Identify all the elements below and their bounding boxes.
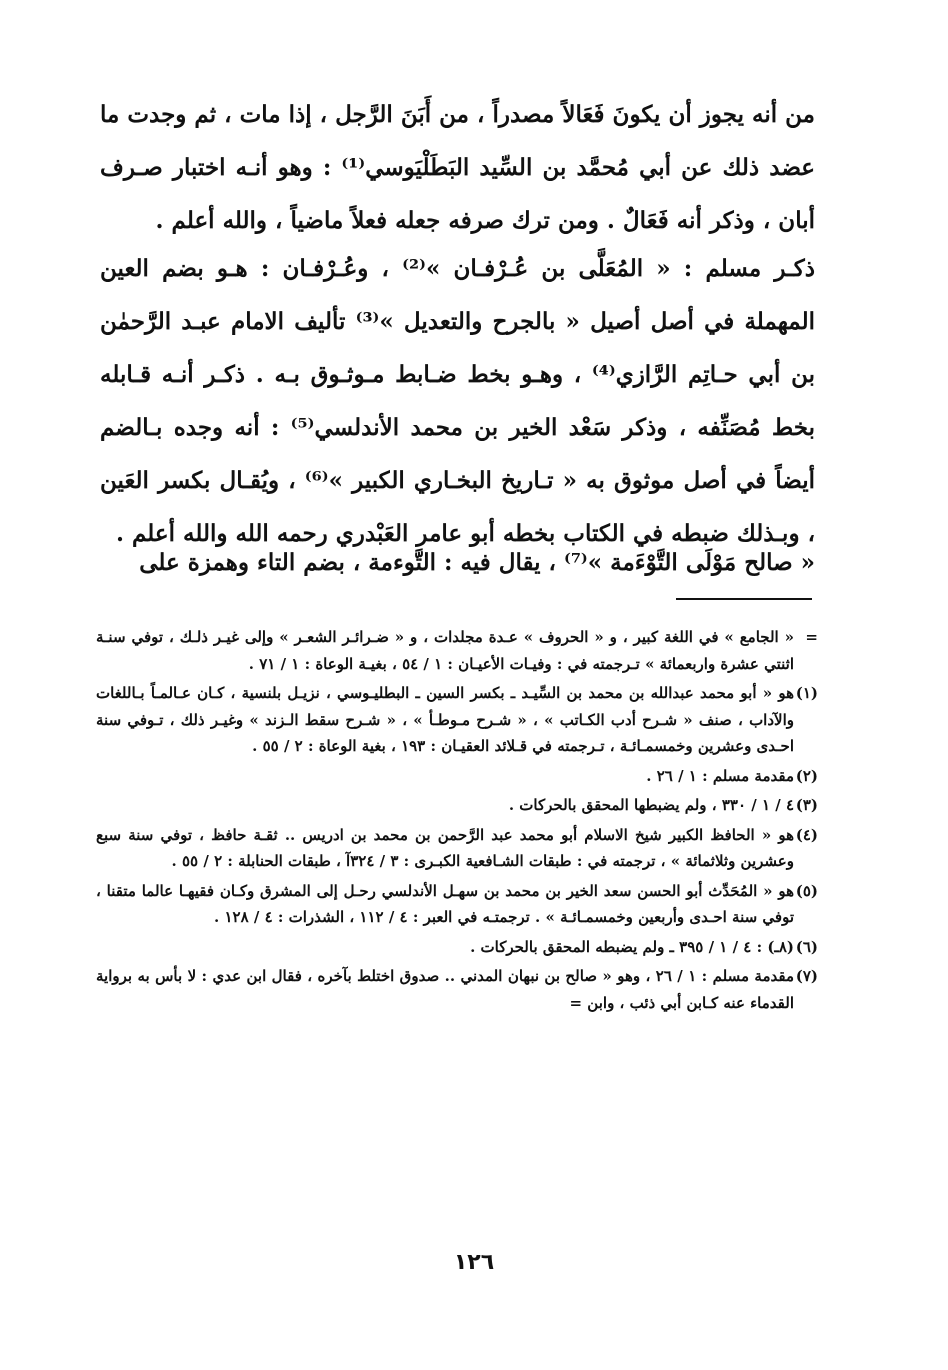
footnote [96,934,818,961]
footnote-number: (٤) [795,825,819,844]
footnote-text: هو « أبو محمد عبدالله بن محمد بن السِّيـد ـ بكسر السين ـ البطليـوسي ، نزيـل بلنسية ، كـان عـالمـاً بـاللغات والآداب ، صنف « شـرح أدب الكـاتب » ، « شـرح مـوطـأ » ، « شـرح سقط الـزند » وغيـر ذلك ، تـوفي سنة احـدى وعشرين وخمسمـائـة ، تـرجمته في قـلائد العقيـان : ١٩٣ ، بغية الوعاة : ٢ / ٥٥ . [96,684,794,755]
footnote [96,822,818,875]
footnotes [96,624,818,1019]
footnote-number: (٣) [795,796,818,814]
footnote [96,963,818,1016]
footnote-text: مقدمة مسلم : ١ / ٢٦ . [646,766,794,785]
footnote-text: (٨ـ) : ٤ / ١ / ٣٩٥ ـ ولم يضبطه المحقق بالحركات . [470,937,794,956]
footnote [96,878,818,931]
footnote [96,680,818,760]
footnote-number: (٢) [795,766,818,785]
footnote [96,792,818,819]
footnote-text: ٤ / ١ / ٣٣٠ ، ولم يضبطها المحقق بالحركات . [508,796,794,814]
footnote-text: « الجامع » في اللغة كبير ، و « الحروف » عـدة مجلدات ، و « ضـرائـر الشعـر » وإلى غيـر ذلـك ، توفي سنـة اثنتي عشرة واربعمائة » تـرجمته في : وفيـات الأعيـان : ١ / ٥٤ ، بغيـة الوعاة : ١ / ٧١ . [96,628,794,673]
footnote-number: = [805,628,818,646]
footnote [96,624,818,677]
footnote-number: (٧) [795,967,818,985]
footnote-number: (٦) [795,937,818,956]
main-paragraph: « صالح مَوْلَى التَّوْءَمة »⁽⁷⁾ ، يقال فيه : التَّوءمة ، بضم التاء وهمزة على [139,549,815,576]
footnote-number: (١) [795,684,818,702]
footnote-text: مقدمة مسلم : ١ / ٢٦ ، وهو « صالح بن نبهان المدني .. صدوق اختلط بآخره ، فقال ابن عدي : لا بأس به برواية القدماء عنه كـابن أبي ذئب ، وابن = [96,967,794,1012]
footnote-text: هو « المُحَدِّث أبو الحسن سعد الخير بن محمد بن سهـل الأندلسي رحـل إلى المشرق وكـان فقيهـا عالما متقنا ، توفي سنة احـدى وأربعين وخمسمـائـة » . ترجمتـه في العبر : ٤ / ١١٢ ، الشذرات : ٤ / ١٢٨ . [96,881,794,926]
footnote-separator [676,598,812,600]
footnote [96,763,818,790]
main-paragraph: من أنه يجوز أن يكونَ فَعَالاً مصدراً ، من أَبَنَ الرَّجل ، إذا مات ، ثم وجدت ما عضد ذلك عن أبي مُحمَّد بن السِّيد البَطَلْيَوسي⁽¹⁾ : وهو أنـه اختبار صـرف أبان ، وذكر أنه فَعَالٌ . ومن ترك صرفه جعله فعلاً ماضياً ، والله أعلم . [100,101,816,234]
footnote-number: (٥) [795,881,818,900]
footnote-text: هو « الحافظ الكبير شيخ الاسلام أبو محمد عبد الرَّحمن بن محمد بن ادريس .. ثقـة حافظ ، توفي سنة سبع وعشرين وثلاثمائة » ، ترجمته في : طبقات الشـافعية الكبـرى : ٣ / ٣٢٤آ ، طبقات الحنابلة : ٢ / ٥٥ . [96,825,795,870]
main-paragraph: ذكـر مسلم : « المُعَلَّى بن عُـرْفـان »⁽²⁾ ، وعُـرْفـان : هـو بضم العين المهملة في أصل أصيل « بالجرح والتعديل »⁽³⁾ تأليف الامام عبـد الرَّحمٰن بن أبي حـاتِم الرَّازي⁽⁴⁾ ، وهـو بخط ضـابط مـوثـوق بـه . ذكـر أنـه قـابله بخط مُصَنِّفه ، وذكر سَعْد الخير بن محمد الأندلسي⁽⁵⁾ : أنه وجده بـالضم أيضاً في أصل موثوق به « تـاريخ البخـاري الكبير »⁽⁶⁾ ، ويُقـال بكسر العَين ، وبـذلك ضبطه في الكتاب بخطه أبو عامر العَبْدري رحمه الله والله أعلم . [100,255,816,547]
page-number: ١٢٦ [453,1250,495,1275]
